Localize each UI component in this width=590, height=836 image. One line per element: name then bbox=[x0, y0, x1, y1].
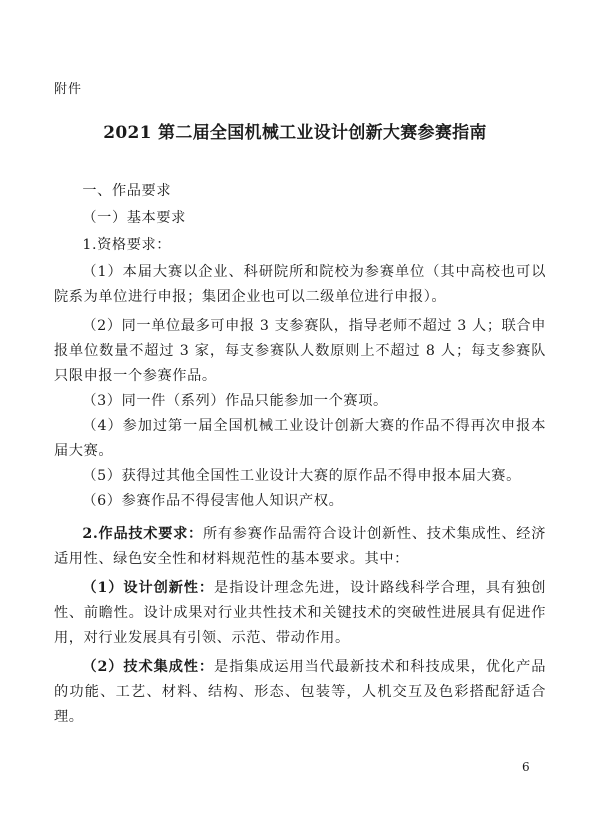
document-body bbox=[54, 175, 546, 730]
tech-integration-text: 是指集成运用当代最新技术和科技成果，优化产品的功能、工艺、材料、结构、形态、包装等，人机交互及色彩搭配舒适合理。 bbox=[54, 659, 546, 725]
section-heading-requirements: 一、作品要求 bbox=[82, 183, 172, 199]
tech-integration-paragraph bbox=[54, 655, 546, 730]
tech-requirements-heading: 2.作品技术要求： bbox=[82, 526, 203, 542]
design-innovation-paragraph bbox=[54, 576, 546, 651]
document-title: 2021 第二届全国机械工业设计创新大赛参赛指南 bbox=[103, 123, 487, 143]
qualification-item-2: （2）同一单位最多可申报 3 支参赛队，指导老师不超过 3 人；联合申报单位数量不超过 3 家，每支参赛队人数原则上不超过 8 人；每支参赛队只限申报一个参赛作品。 bbox=[54, 318, 546, 384]
qualification-item-3: （3）同一件（系列）作品只能参加一个赛项。 bbox=[82, 393, 388, 409]
tech-requirements-paragraph bbox=[54, 522, 546, 572]
tech-integration-label: （2）技术集成性： bbox=[82, 659, 215, 675]
qualification-item-6: （6）参赛作品不得侵害他人知识产权。 bbox=[82, 493, 344, 509]
qualification-item-5: （5）获得过其他全国性工业设计大赛的原作品不得申报本届大赛。 bbox=[82, 468, 521, 484]
tech-requirements-text: 所有参赛作品需符合设计创新性、技术集成性、经济适用性、绿色安全性和材料规范性的基本要求。其中： bbox=[54, 526, 546, 567]
design-innovation-label: （1）设计创新性： bbox=[82, 580, 215, 596]
subsection-heading-basic: （一）基本要求 bbox=[82, 210, 186, 226]
qualification-item-4: （4）参加过第一届全国机械工业设计创新大赛的作品不得再次申报本届大赛。 bbox=[54, 418, 546, 459]
design-innovation-text: 是指设计理念先进，设计路线科学合理，具有独创性、前瞻性。设计成果对行业共性技术和关键技术的突破性进展具有促进作用，对行业发展具有引领、示范、带动作用。 bbox=[54, 580, 546, 646]
page-number: 6 bbox=[522, 760, 530, 774]
attachment-label: 附件 bbox=[54, 82, 83, 97]
qualification-heading: 1.资格要求： bbox=[82, 237, 172, 253]
qualification-item-1: （1）本届大赛以企业、科研院所和院校为参赛单位（其中高校也可以院系为单位进行申报；集团企业也可以二级单位进行申报）。 bbox=[54, 264, 546, 305]
